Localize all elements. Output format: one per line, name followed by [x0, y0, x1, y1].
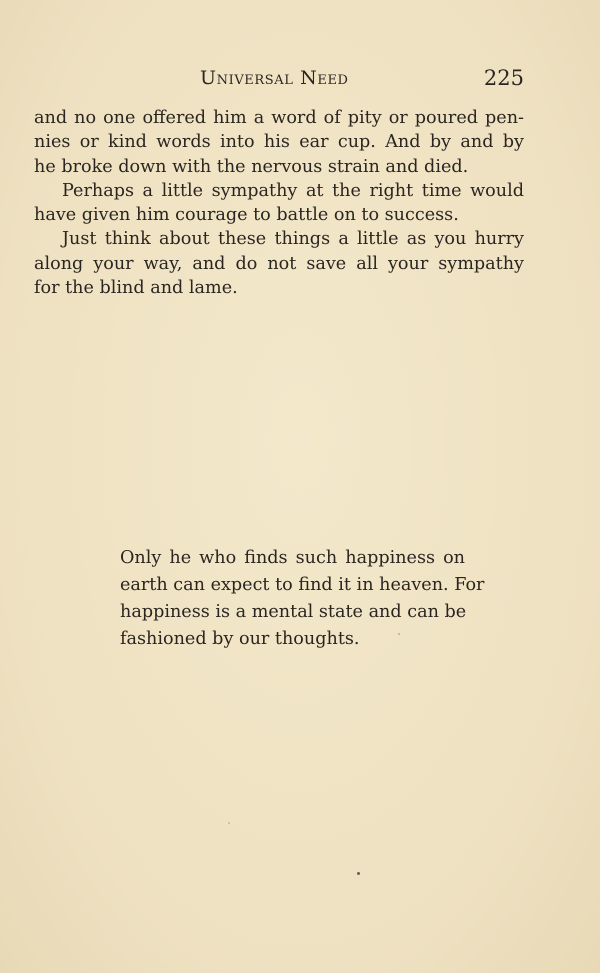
- paper-speck: [398, 633, 400, 635]
- quote-line: fashioned by our thoughts.: [120, 629, 360, 649]
- text-line: for the blind and lame.: [34, 278, 238, 299]
- text-line: have given him courage to battle on to success.: [34, 205, 459, 226]
- page-number: 225: [483, 66, 524, 90]
- paper-speck: [228, 822, 230, 824]
- text-line: he broke down with the nervous strain and died.: [34, 156, 469, 177]
- text-line: and no one offered him a word of pity or poured pen-: [34, 108, 524, 128]
- body-text: [34, 106, 524, 300]
- text-line: nies or kind words into his ear cup. And by and by: [34, 132, 524, 153]
- paragraph-2: [34, 179, 524, 228]
- quote-line: Only he who finds such happiness on: [120, 548, 465, 568]
- paper-speck: [357, 872, 360, 875]
- text-line: along your way, and do not save all your sympathy: [34, 253, 524, 274]
- paragraph-3: [34, 227, 524, 300]
- running-head: [34, 62, 524, 94]
- quote-line: earth can expect to find it in heaven. For: [120, 575, 485, 595]
- running-title: Universal Need: [200, 67, 349, 89]
- paragraph-1: [34, 106, 524, 179]
- text-line: Just think about these things a little as you hurry: [62, 229, 524, 250]
- text-line: Perhaps a little sympathy at the right time would: [62, 180, 524, 201]
- quote-block: [120, 545, 485, 653]
- quote-line: happiness is a mental state and can be: [120, 602, 467, 622]
